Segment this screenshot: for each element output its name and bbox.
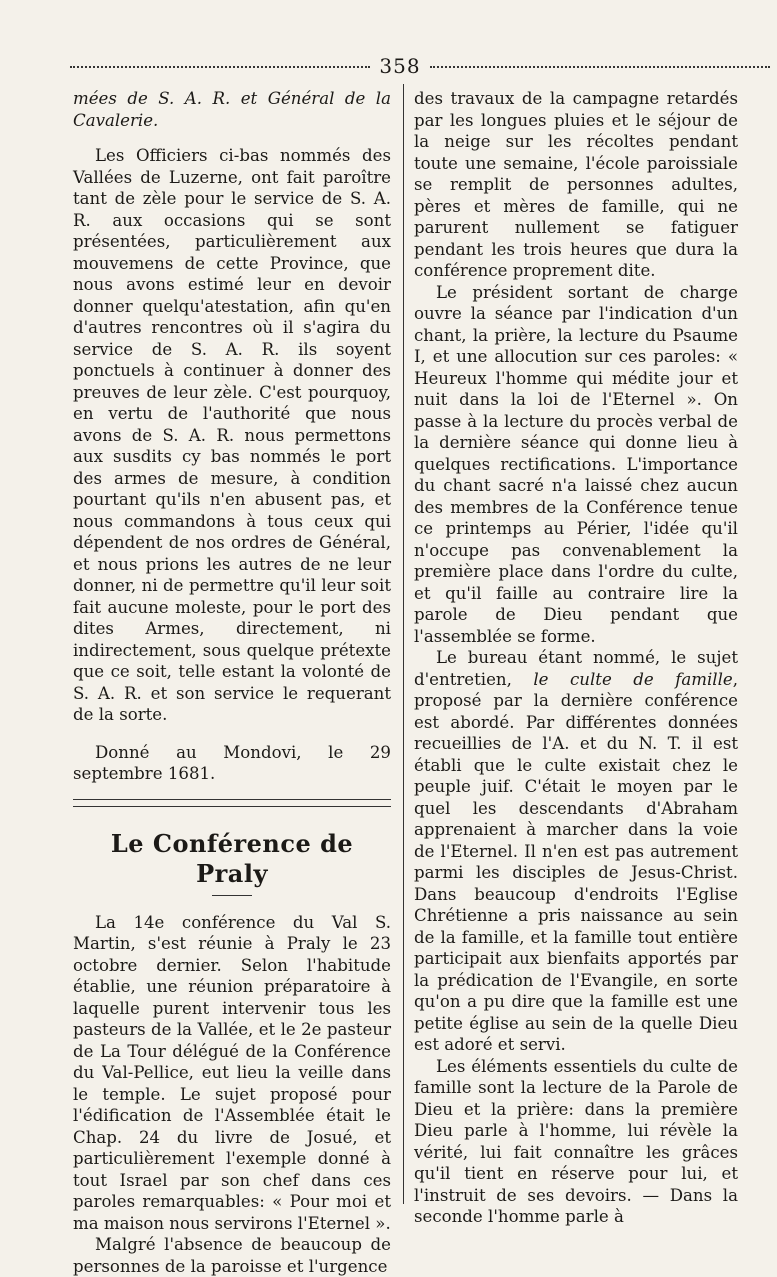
left-column xyxy=(73,88,391,1277)
title-rule xyxy=(212,895,252,896)
topic-phrase: le culte de famille xyxy=(533,669,733,689)
header-rule-left xyxy=(70,66,370,68)
left-paragraph-3: La 14e conférence du Val S. Martin, s'est réunie à Praly le 23 octobre dernier. Selon l'habitude établie, une réunion préparatoire à laquelle purent intervenir tous les pasteurs de la Vallée, et le 2e pasteur de La Tour délégué de la Conférence du Val-Pellice, eut lieu la veille dans le temple. Le sujet proposé pour l'édification de l'Assemblée était le Chap. 24 du livre de Josué, et particulièrement l'exemple donné à tout Israel par son chef dans ces paroles remarquables: « Pour moi et ma maison nous servirons l'Eternel ». xyxy=(73,912,391,1233)
right-paragraph-1: des travaux de la campagne retardés par les longues pluies et le séjour de la neige sur les récoltes pendant toute une semaine, l'école paroissiale se remplit de personnes adultes, pères et mères de famille, qui ne parurent nullement se fatiguer pendant les trois heures que dura la conférence proprement dite. xyxy=(414,89,738,280)
left-paragraph-1: mées de S. A. R. et Général de la Cavalerie. xyxy=(73,89,391,130)
date-line: Donné au Mondovi, le 29 septembre 1681. xyxy=(73,742,391,783)
page-header xyxy=(70,54,770,80)
right-paragraph-3 xyxy=(414,647,738,1056)
right-column xyxy=(414,88,738,1228)
column-divider xyxy=(403,84,404,1204)
right-paragraph-2: Le président sortant de charge ouvre la séance par l'indication d'un chant, la prière, la lecture du Psaume I, et une allocution sur ces paroles: « Heureux l'homme qui médite jour et nuit dans la loi de l'Eternel ». On passe à la lecture du procès verbal de la dernière séance qui donne lieu à quelques rectifications. L'importance du chant sacré n'a laissé chez aucun des membres de la Conférence tenue ce printemps au Périer, l'idée qu'il n'occupe pas convenablement la première place dans l'ordre du culte, et qu'il faille au contraire lire la parole de Dieu pendant que l'assemblée se forme. xyxy=(414,282,738,646)
section-separator xyxy=(73,799,391,807)
left-paragraph-4: Malgré l'absence de beaucoup de personnes de la paroisse et l'urgence xyxy=(73,1235,391,1276)
left-paragraph-2: Les Officiers ci-bas nommés des Vallées de Luzerne, ont fait paroître tant de zèle pour le service de S. A. R. aux occasions qui se sont présentées, particulièrement aux mouvemens de cette Province, que nous avons estimé leur en devoir donner quelqu'atestation, afin qu'en d'autres rencontres où il s'agira du service de S. A. R. ils soyent ponctuels à continuer à donner des preuves de leur zèle. C'est pourquoy, en vertu de l'authorité que nous avons de S. A. R. nous permettons aux susdits cy bas nommés le port des armes de mesure, à condition pourtant qu'ils n'en abusent pas, et nous commandons à tous ceux qui dépendent de nos ordres de Général, et nous prions les autres de ne leur donner, ni de permettre qu'il leur soit fait aucune moleste, pour le port des dites Armes, directement, ni indirectement, sous quelque prétexte que ce soit, telle estant la volonté de S. A. R. et son service le requerant de la sorte. xyxy=(73,146,391,724)
page-number: 358 xyxy=(379,54,421,78)
header-rule-right xyxy=(430,66,770,68)
right-paragraph-3-rest: , proposé par la dernière conférence est abordé. Par différentes données recueillies de l'A. et du N. T. il est établi que le culte existait chez le peuple juif. C'était le moyen par le quel les descendants d'Abraham apprenaient à marcher dans la voie de l'Eternel. Il n'en est pas autrement parmi les disciples de Jesus-Christ. Dans beaucoup d'endroits l'Eglise Chrétienne a pris naissance au sein de la famille, et la famille tout entière participait aux bienfaits apportés par la prédication de l'Evangile, en sorte qu'on a pu dire que la famille est une petite église au sein de la quelle Dieu est adoré et servi. xyxy=(414,669,738,1054)
right-paragraph-4: Les éléments essentiels du culte de famille sont la lecture de la Parole de Dieu et la prière: dans la première Dieu parle à l'homme, lui révèle la vérité, lui fait connaître les grâces qu'il tient en réserve pour lui, et l'instruit de ses devoirs. — Dans la seconde l'homme parle à xyxy=(414,1056,738,1226)
section-title: Le Conférence de Praly xyxy=(110,828,354,888)
right-paragraph-3-start: Le bureau étant nommé, le sujet d'entretien, xyxy=(414,648,738,689)
